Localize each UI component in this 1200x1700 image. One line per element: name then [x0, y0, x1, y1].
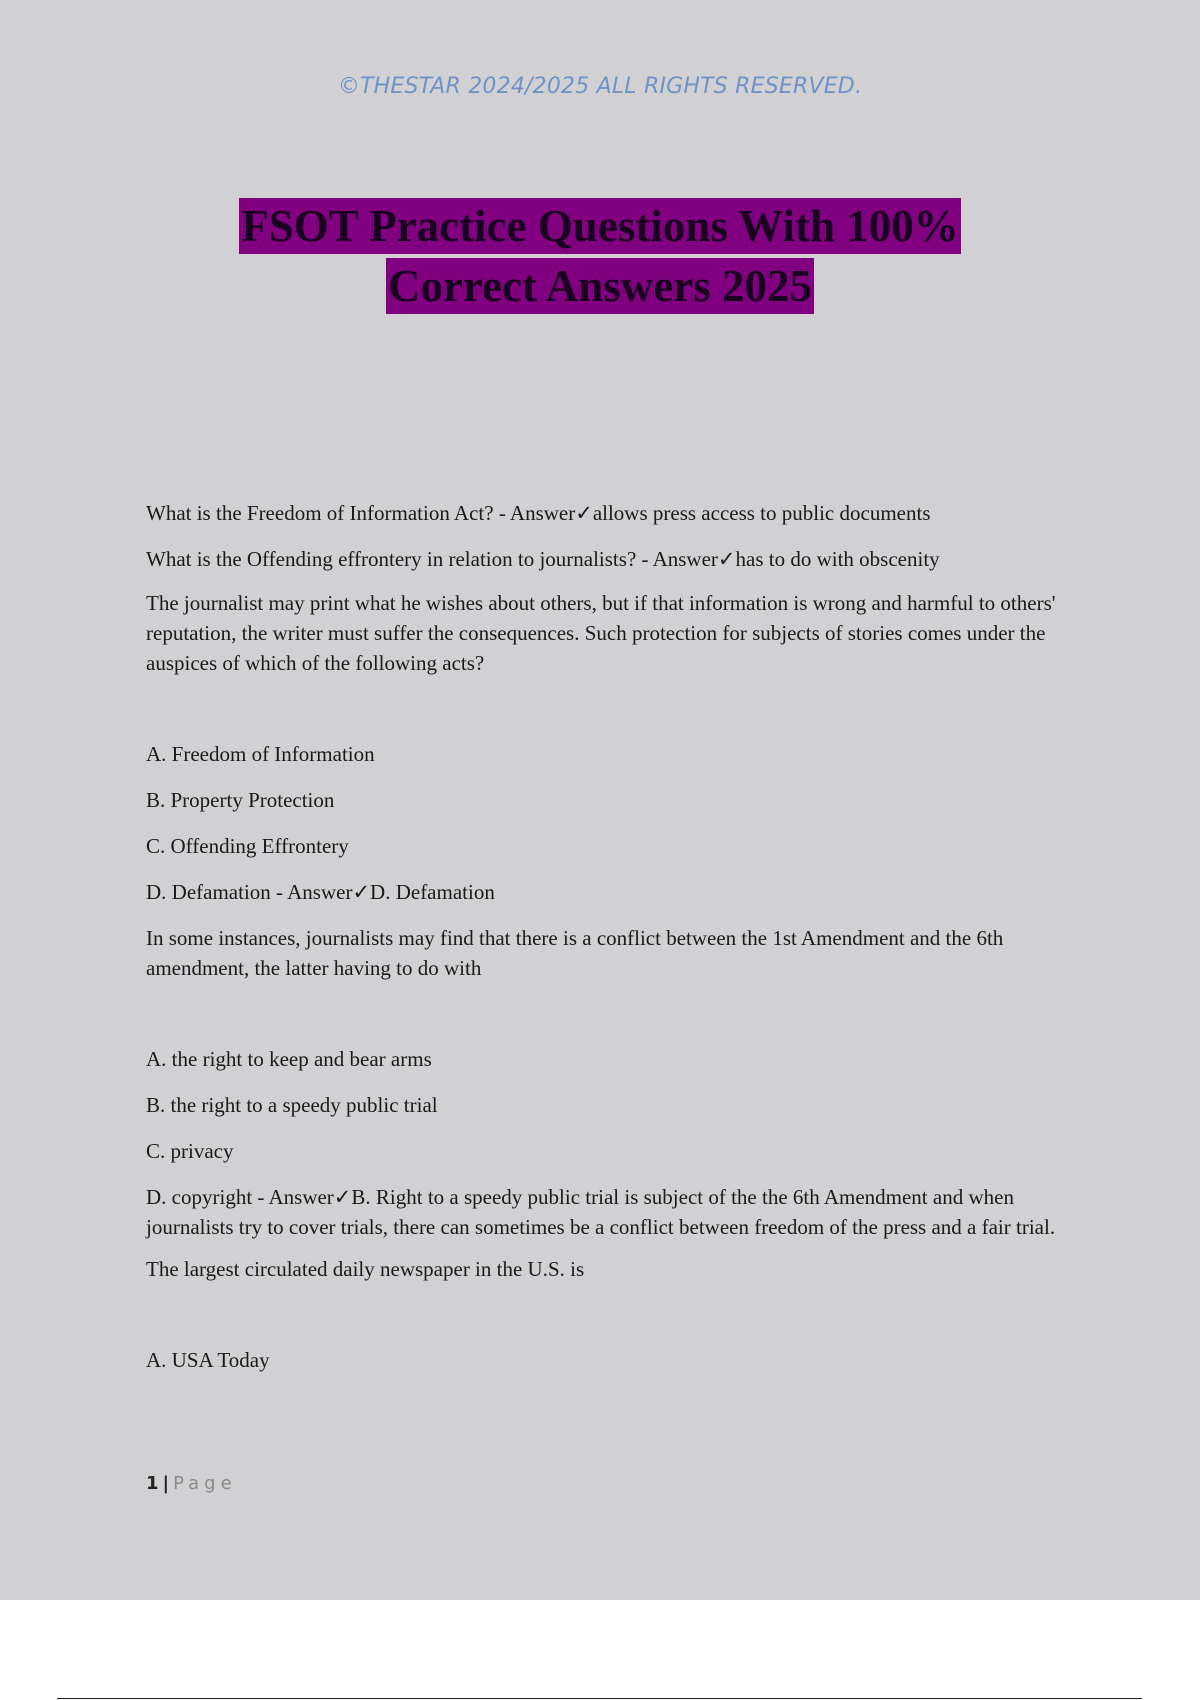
question-content — [146, 498, 1096, 1375]
question-4-option-b: B. the right to a speedy public trial — [146, 1093, 438, 1117]
document-title — [0, 198, 1200, 314]
title-line-2: Correct Answers 2025 — [386, 258, 814, 314]
question-3-option-d: D. Defamation - Answer✓D. Defamation — [146, 880, 495, 904]
question-3-option-a: A. Freedom of Information — [146, 742, 375, 766]
question-3-option-c: C. Offending Effrontery — [146, 834, 349, 858]
question-3-option-b: B. Property Protection — [146, 788, 335, 812]
title-line-1: FSOT Practice Questions With 100% — [239, 198, 961, 254]
question-4: In some instances, journalists may find that there is a conflict between the 1st Amendment and the 6th amendment, the latter having to do with — [146, 926, 1004, 980]
question-1: What is the Freedom of Information Act? - Answer✓allows press access to public documents — [146, 501, 931, 525]
question-4-option-a: A. the right to keep and bear arms — [146, 1047, 432, 1071]
page-label: Page — [173, 1473, 237, 1494]
page-number: 1 — [146, 1473, 159, 1494]
question-3: The journalist may print what he wishes about others, but if that information is wrong and harmful to others' reputation, the writer must suffer the consequences. Such protection for subjects of stories comes under the auspices of which of the following acts? — [146, 591, 1056, 675]
question-5: The largest circulated daily newspaper in the U.S. is — [146, 1257, 585, 1281]
copyright-header: ©THESTAR 2024/2025 ALL RIGHTS RESERVED. — [337, 74, 863, 99]
bottom-divider — [57, 1698, 1142, 1699]
page-separator: | — [162, 1473, 170, 1494]
page-footer — [146, 1473, 237, 1494]
question-2: What is the Offending effrontery in relation to journalists? - Answer✓has to do with obscenity — [146, 547, 940, 571]
question-5-option-a: A. USA Today — [146, 1348, 270, 1372]
question-4-option-c: C. privacy — [146, 1139, 234, 1163]
question-4-option-d: D. copyright - Answer✓B. Right to a speedy public trial is subject of the the 6th Amendment and when journalists try to cover trials, there can sometimes be a conflict between freedom of the press and a fair trial. — [146, 1185, 1056, 1239]
